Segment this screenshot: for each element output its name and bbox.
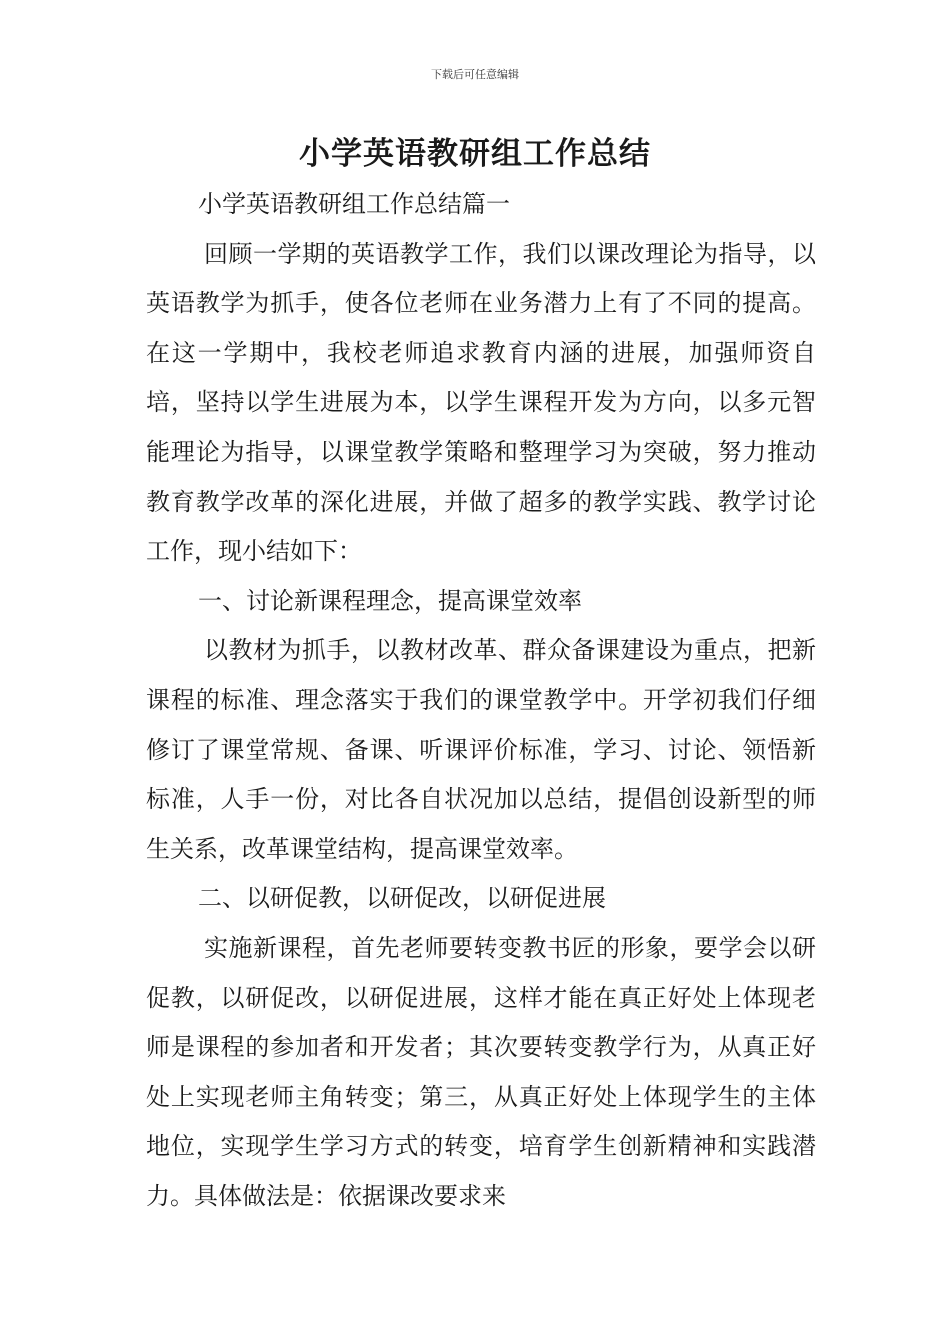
paragraph: 以教材为抓手，以教材改革、群众备课建设为重点，把新课程的标准、理念落实于我们的课堂教学中。开学初我们仔细修订了课堂常规、备课、听课评价标准，学习、讨论、领悟新标准，人手一份，对比各自状况加以总结，提倡创设新型的师生关系，改革课堂结构，提高课堂效率。 <box>146 636 816 863</box>
paragraph: 实施新课程，首先老师要转变教书匠的形象，要学会以研促教，以研促改，以研促进展，这样才能在真正好处上体现老师是课程的参加者和开发者；其次要转变教学行为，从真正好处上实现老师主角转变；第三，从真正好处上体现学生的主体地位，实现学生学习方式的转变，培育学生创新精神和实践潜力。具体做法是：依据课改要求来 <box>146 933 816 1210</box>
paragraph: 回顾一学期的英语教学工作，我们以课改理论为指导，以英语教学为抓手，使各位老师在业务潜力上有了不同的提高。在这一学期中，我校老师追求教育内涵的进展，加强师资自培，坚持以学生进展为本，以学生课程开发为方向，以多元智能理论为指导，以课堂教学策略和整理学习为突破，努力推动教育教学改革的深化进展，并做了超多的教学实践、教学讨论工作，现小结如下： <box>146 239 816 566</box>
header-note: 下载后可任意编辑 <box>431 68 519 81</box>
section-heading: 一、讨论新课程理念，提高课堂效率 <box>198 586 582 615</box>
document-body <box>146 180 816 1221</box>
section-heading: 二、以研促教，以研促改，以研促进展 <box>198 884 606 913</box>
document-title: 小学英语教研组工作总结 <box>299 136 651 172</box>
document-subtitle: 小学英语教研组工作总结篇一 <box>198 190 510 218</box>
